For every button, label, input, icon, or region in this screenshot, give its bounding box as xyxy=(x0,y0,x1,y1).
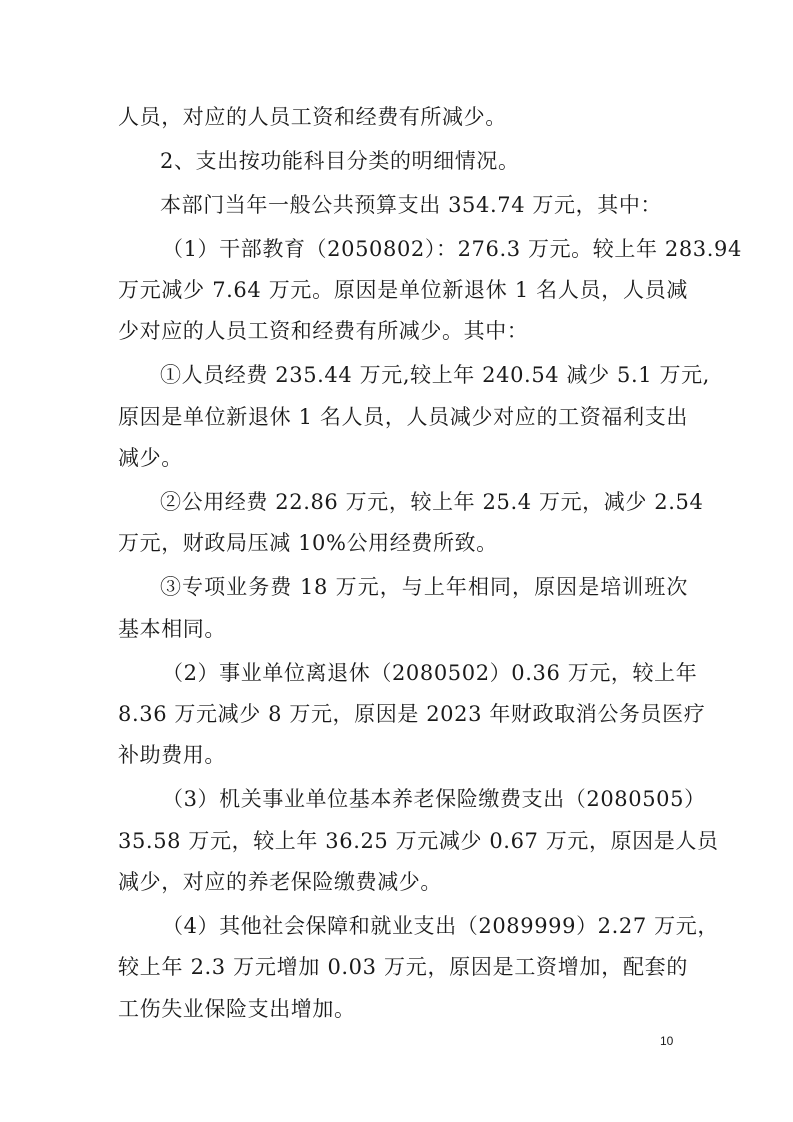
text-line: 减少。 xyxy=(118,446,183,470)
text-line: 本部门当年一般公共预算支出 354.74 万元，其中： xyxy=(160,193,663,217)
text-line: 35.58 万元，较上年 36.25 万元减少 0.67 万元，原因是人员 xyxy=(118,829,719,853)
page-number: 10 xyxy=(660,1034,674,1048)
subitem-1: ①人员经费 235.44 万元,较上年 240.54 减少 5.1 万元, xyxy=(160,363,710,387)
text-line: 万元减少 7.64 万元。原因是单位新退休 1 名人员，人员减 xyxy=(118,278,688,302)
text-line: 8.36 万元减少 8 万元，原因是 2023 年财政取消公务员医疗 xyxy=(118,702,706,726)
subitem-2: ②公用经费 22.86 万元，较上年 25.4 万元，减少 2.54 xyxy=(160,490,704,514)
text-line: 较上年 2.3 万元增加 0.03 万元，原因是工资增加，配套的 xyxy=(118,955,688,979)
text-line: 万元，财政局压减 10%公用经费所致。 xyxy=(118,531,498,555)
item-3-heading: （3）机关事业单位基本养老保险缴费支出（2080505） xyxy=(162,787,706,811)
text-line: 补助费用。 xyxy=(118,743,226,767)
section-heading: 2、支出按功能科目分类的明细情况。 xyxy=(160,149,520,173)
subitem-3: ③专项业务费 18 万元，与上年相同，原因是培训班次 xyxy=(160,575,688,599)
item-4-heading: （4）其他社会保障和就业支出（2089999）2.27 万元， xyxy=(162,914,719,938)
item-1-heading: （1）干部教育（2050802）：276.3 万元。较上年 283.94 xyxy=(162,237,742,261)
text-line: 基本相同。 xyxy=(118,617,226,641)
text-line: 人员，对应的人员工资和经费有所减少。 xyxy=(118,105,507,129)
text-line: 少对应的人员工资和经费有所减少。其中： xyxy=(118,319,529,343)
item-2-heading: （2）事业单位离退休（2080502）0.36 万元，较上年 xyxy=(162,661,698,685)
text-line: 原因是单位新退休 1 名人员，人员减少对应的工资福利支出 xyxy=(118,405,688,429)
text-line: 工伤失业保险支出增加。 xyxy=(118,997,356,1021)
text-line: 减少，对应的养老保险缴费减少。 xyxy=(118,870,442,894)
